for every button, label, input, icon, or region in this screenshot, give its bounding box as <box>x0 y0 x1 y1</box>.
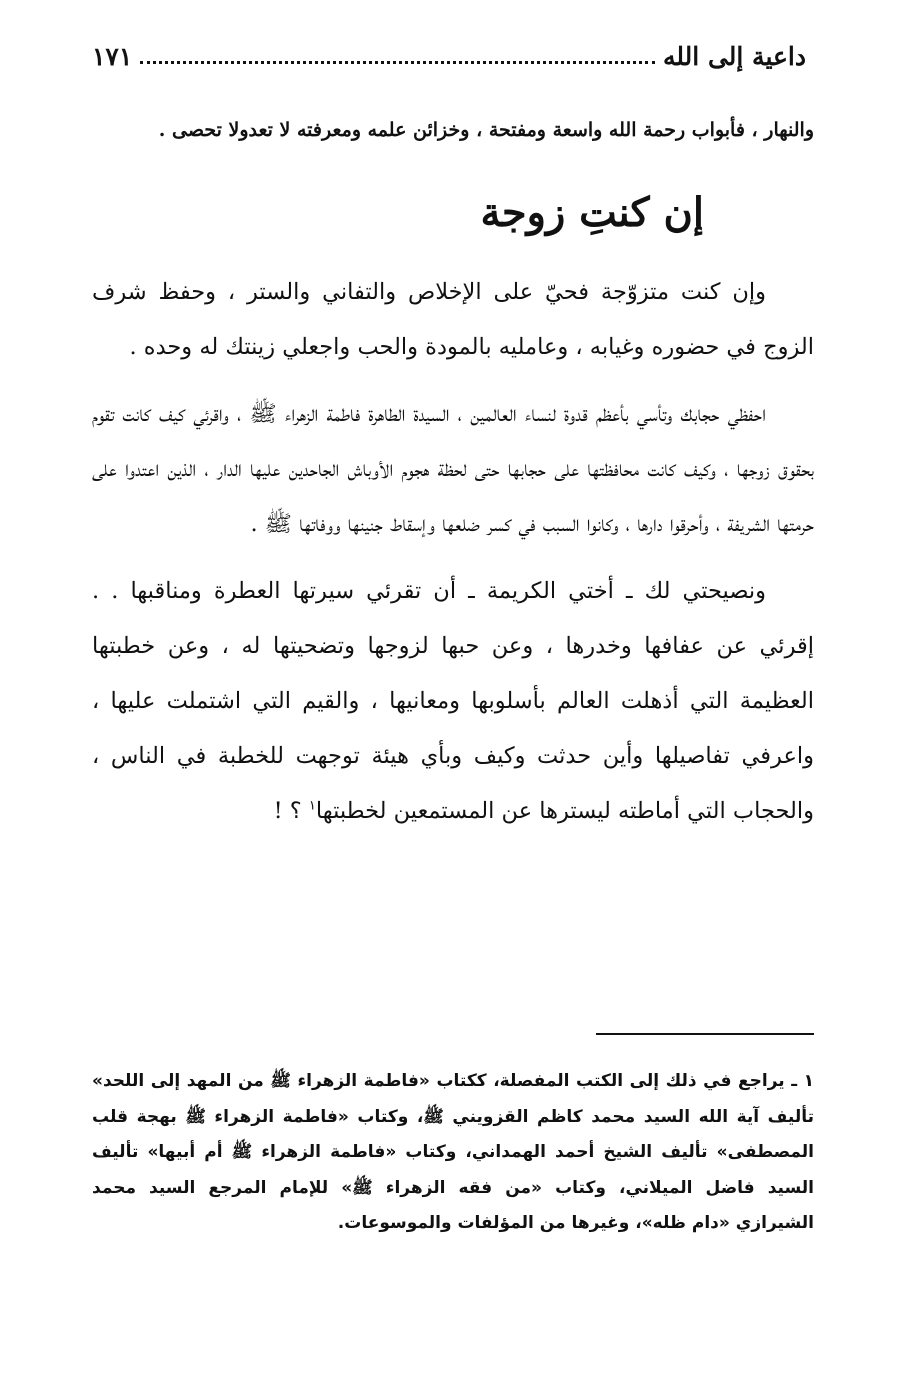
footnote-separator <box>596 1033 814 1035</box>
running-header <box>92 36 806 76</box>
footnote-1: ١ ـ يراجع في ذلك إلى الكتب المفصلة، ككتاب «فاطمة الزهراء ﷺ من المهد إلى اللحد» تأليف آية الله السيد محمد كاظم القزويني ﷺ، وكتاب «فاطمة الزهراء ﷺ بهجة قلب المصطفى» تأليف الشيخ أحمد الهمداني، وكتاب «فاطمة الزهراء ﷺ أم أبيها» تأليف السيد فاضل الميلاني، وكتاب «من فقه الزهراء ﷺ» للإمام المرجع السيد محمد الشيرازي «دام ظله»، وغيرها من المؤلفات والموسوعات. <box>92 1071 814 1233</box>
page-number: ١٧١ <box>92 41 133 71</box>
footnote-reference[interactable]: ١ <box>308 798 316 814</box>
paragraph-2: احفظي حجابك وتأسي بأعظم قدوة لنساء العالمين ، السيدة الطاهرة فاطمة الزهراء ﷺ ، واقرئي كيف كانت تقوم بحقوق زوجها ، وكيف كانت محافظتها على حجابها حتى لحظة هجوم الأوباش الجاحدين عليها الدار ، الذين اعتدوا على حرمتها الشريفة ، وأحرقوا دارها ، وكانوا السبب في كسر ضلعها وإسقاط جنينها ووفاتها ﷺ . <box>92 401 814 537</box>
paragraph-3-text: ونصيحتي لك ـ أختي الكريمة ـ أن تقرئي سيرتها العطرة ومناقبها . . إقرئي عن عفافها وخدرها ، وعن حبها لزوجها وتضحيتها له ، وعن خطبتها العظيمة التي أذهلت العالم بأسلوبها ومعانيها ، والقيم التي اشتملت عليها ، واعرفي تفاصيلها وأين حدثت وكيف وبأي هيئة توجهت للخطبة في الناس ، والحجاب التي أماطته ليسترها عن المستمعين لخطبتها <box>92 578 814 824</box>
paragraph-1: وإن كنت متزوّجة فحيّ على الإخلاص والتفاني والستر ، وحفظ شرف الزوج في حضوره وغيابه ، وعامليه بالمودة والحب واجعلي زينتك له وحده . <box>92 279 814 360</box>
continued-paragraph: والنهار ، فأبواب رحمة الله واسعة ومفتحة ، وخزائن علمه ومعرفته لا تعدولا تحصى . <box>158 119 814 141</box>
leader-dots <box>140 61 655 64</box>
running-title: داعية إلى الله <box>663 41 806 71</box>
paragraph-3 <box>92 564 814 839</box>
body-text <box>92 108 814 839</box>
paragraph-3-ending: ؟ ! <box>273 798 309 824</box>
footnotes <box>92 1064 814 1242</box>
section-heading: إن كنتِ زوجة <box>480 189 704 236</box>
